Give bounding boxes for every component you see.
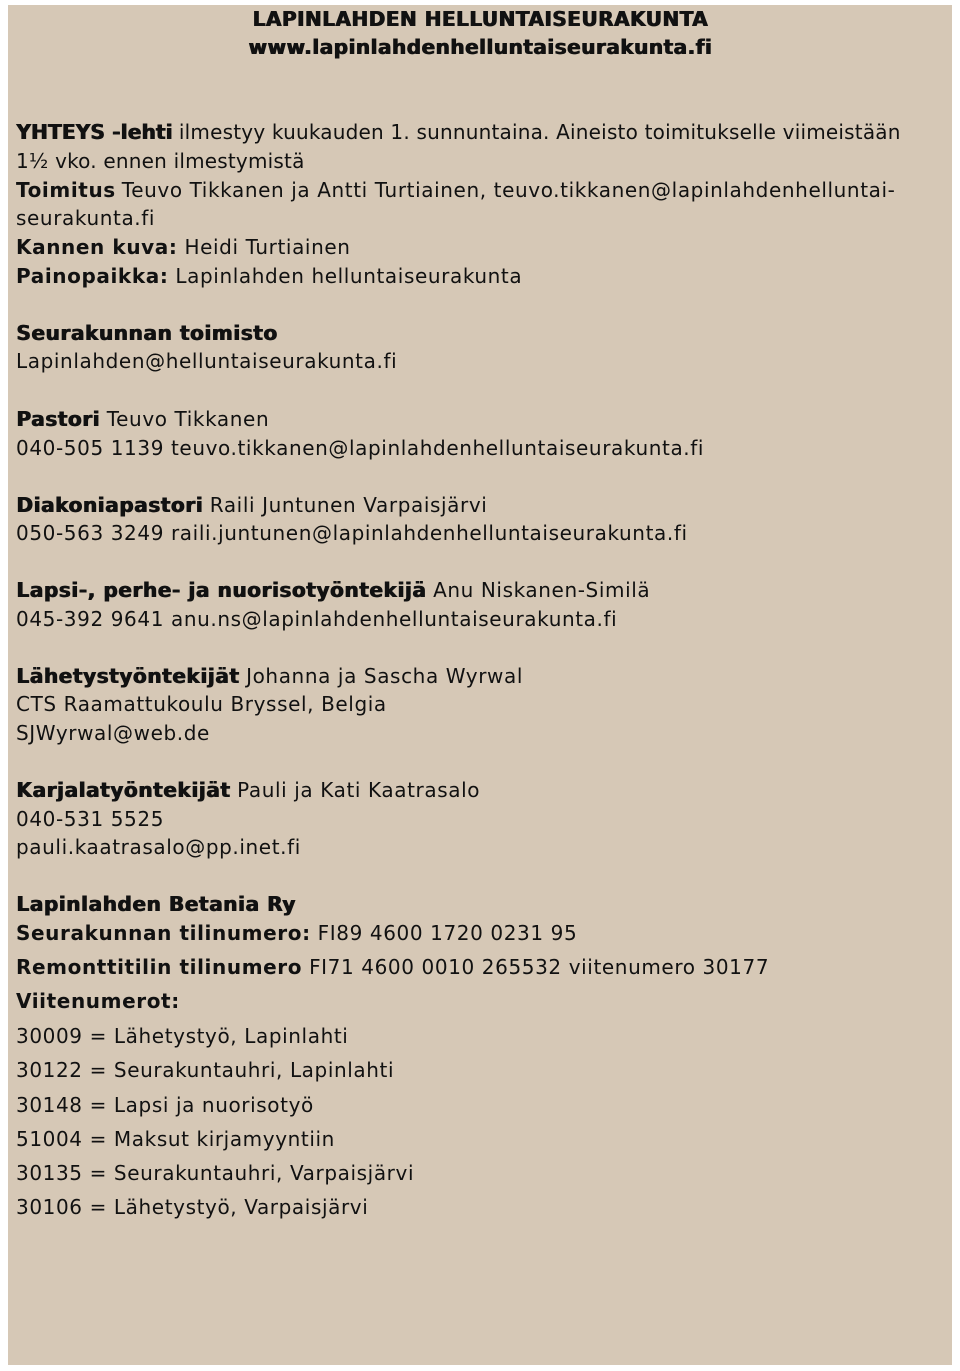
karjala-phone: 040-531 5525 [16, 807, 165, 831]
lahetys-email[interactable]: SJWyrwal@web.de [16, 721, 210, 745]
lahetys-label: Lähetystyöntekijät [16, 664, 240, 688]
karjala-label: Karjalatyöntekijät [16, 778, 231, 802]
remontti-line: Remonttitilin tilinumero FI71 4600 0010 265532 viitenumero 30177 [16, 955, 770, 979]
toimisto-email[interactable]: Lapinlahden@helluntaiseurakunta.fi [16, 349, 398, 373]
pastori-label: Pastori [16, 407, 100, 431]
viite-row: 30135 = Seurakuntauhri, Varpaisjärvi [16, 1161, 415, 1185]
viite-heading: Viitenumerot: [16, 989, 180, 1013]
tili-label: Seurakunnan tilinumero: [16, 921, 311, 945]
church-website[interactable]: www.lapinlahdenhelluntaiseurakunta.fi [248, 35, 712, 59]
betania-heading: Lapinlahden Betania Ry [16, 892, 296, 916]
yhteys-line-1: YHTEYS -lehti ilmestyy kuukauden 1. sunnuntaina. Aineisto toimitukselle viimeistään [16, 120, 901, 144]
diakonia-label: Diakoniapastori [16, 493, 203, 517]
paino-line: Painopaikka: Lapinlahden helluntaiseurakunta [16, 264, 523, 288]
viite-row: 30122 = Seurakuntauhri, Lapinlahti [16, 1058, 395, 1082]
tili-line: Seurakunnan tilinumero: FI89 4600 1720 0231 95 [16, 921, 578, 945]
yhteys-label: YHTEYS -lehti [16, 120, 173, 144]
diakonia-line: Diakoniapastori Raili Juntunen Varpaisjärvi [16, 493, 488, 517]
remontti-label: Remonttitilin tilinumero [16, 955, 303, 979]
toimisto-heading: Seurakunnan toimisto [16, 321, 278, 345]
toimitus-line: Toimitus Teuvo Tikkanen ja Antti Turtiainen, teuvo.tikkanen@lapinlahdenhelluntai- [16, 178, 896, 202]
kansi-line: Kannen kuva: Heidi Turtiainen [16, 235, 351, 259]
lahetys-line: Lähetystyöntekijät Johanna ja Sascha Wyrwal [16, 664, 524, 688]
viite-row: 51004 = Maksut kirjamyyntiin [16, 1127, 335, 1151]
church-title: LAPINLAHDEN HELLUNTAISEURAKUNTA [252, 7, 708, 31]
kansi-label: Kannen kuva: [16, 235, 178, 259]
toimitus-line-cont: seurakunta.fi [16, 206, 156, 230]
diakonia-contact[interactable]: 050-563 3249 raili.juntunen@lapinlahdenhelluntaiseurakunta.fi [16, 521, 688, 545]
lapsi-line: Lapsi-, perhe- ja nuorisotyöntekijä Anu Niskanen-Similä [16, 578, 651, 602]
lapsi-contact[interactable]: 045-392 9641 anu.ns@lapinlahdenhelluntaiseurakunta.fi [16, 607, 618, 631]
viite-row: 30009 = Lähetystyö, Lapinlahti [16, 1024, 349, 1048]
yhteys-line-2: 1½ vko. ennen ilmestymistä [16, 149, 305, 173]
lahetys-place: CTS Raamattukoulu Bryssel, Belgia [16, 692, 387, 716]
paino-label: Painopaikka: [16, 264, 169, 288]
karjala-email[interactable]: pauli.kaatrasalo@pp.inet.fi [16, 835, 301, 859]
lapsi-label: Lapsi-, perhe- ja nuorisotyöntekijä [16, 578, 427, 602]
pastori-line: Pastori Teuvo Tikkanen [16, 407, 270, 431]
viite-row: 30106 = Lähetystyö, Varpaisjärvi [16, 1195, 369, 1219]
toimitus-label: Toimitus [16, 178, 116, 202]
viite-row: 30148 = Lapsi ja nuorisotyö [16, 1093, 314, 1117]
pastori-contact[interactable]: 040-505 1139 teuvo.tikkanen@lapinlahdenhelluntaiseurakunta.fi [16, 436, 705, 460]
karjala-line: Karjalatyöntekijät Pauli ja Kati Kaatrasalo [16, 778, 481, 802]
